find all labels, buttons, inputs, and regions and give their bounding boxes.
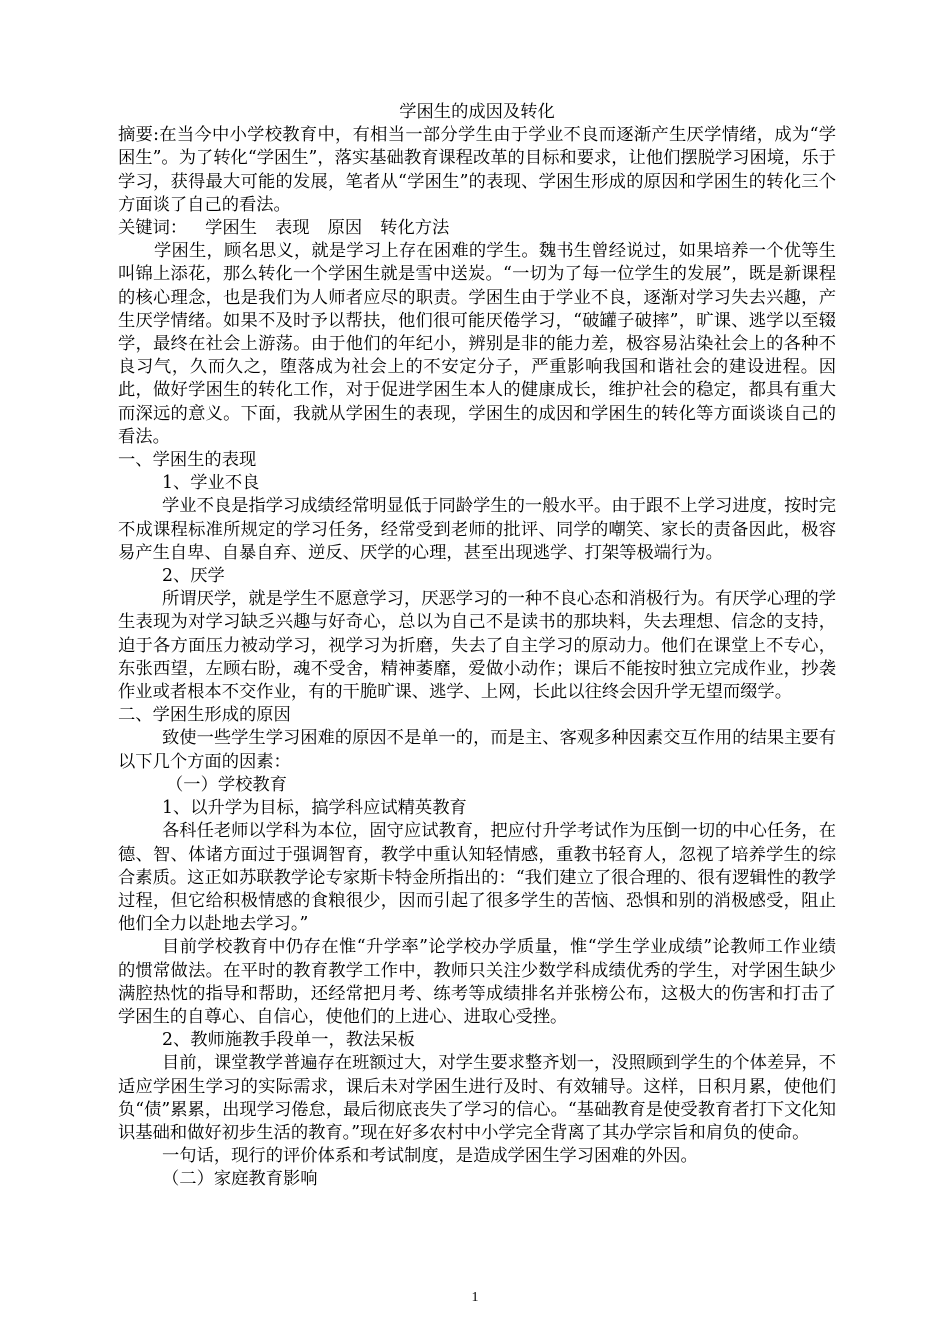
intro-paragraph: 学困生，顾名思义，就是学习上存在困难的学生。魏书生曾经说过，如果培养一个优等生叫锦上添花，那么转化一个学困生就是雪中送炭。“一切为了每一位学生的发展”，既是新课程的核心理念，也是我们为人师者应尽的职责。学困生由于学业不良，逐渐对学习失去兴趣，产生厌学情绪。如果不及时予以帮扶，他们很可能厌倦学习，“破罐子破摔”，旷课、逃学以至辍学，最终在社会上游荡。由于他们的年纪小，辨别是非的能力差，极容易沾染社会上的各种不良习气，久而久之，堕落成为社会上的不安定分子，严重影响我国和谐社会的建设进程。因此，做好学困生的转化工作，对于促进学困生本人的健康成长，维护社会的稳定，都具有重大而深远的意义。下面，我就从学困生的表现，学困生的成因和学困生的转化等方面谈谈自己的看法。 xyxy=(118,241,836,447)
part-heading: （一）学校教育 xyxy=(166,774,287,795)
summary-paragraph: 一句话，现行的评价体系和考试制度，是造成学困生学习困难的外因。 xyxy=(162,1146,698,1167)
page-number: 1 xyxy=(471,1290,479,1305)
body-paragraph: 所谓厌学，就是学生不愿意学习，厌恶学习的一种不良心态和消极行为。有厌学心理的学生表现为对学习缺乏兴趣与好奇心，总以为自己不是读书的那块料，失去理想、信念的支持，迫于各方面压力被动学习，视学习为折磨，失去了自主学习的原动力。他们在课堂上不专心，东张西望，左顾右盼，魂不受舍，精神萎靡，爱做小动作；课后不能按时独立完成作业，抄袭作业或者根本不交作业，有的干脆旷课、逃学、上网，长此以往终会因升学无望而缀学。 xyxy=(118,589,836,703)
keywords-label: 关键词： xyxy=(118,218,188,239)
document-title: 学困生的成因及转化 xyxy=(399,102,555,122)
body-paragraph: 目前，课堂教学普遍存在班额过大，对学生要求整齐划一，没照顾到学生的个体差异，不适应学困生学习的实际需求，课后未对学困生进行及时、有效辅导。这样，日积月累，使他们负“债”累累，出现学习倦怠，最后彻底丧失了学习的信心。“基础教育是使受教育者打下文化知识基础和做好初步生活的教育。”现在好多农村中小学完全背离了其办学宗旨和肩负的使命。 xyxy=(118,1053,836,1143)
keywords-line xyxy=(118,217,836,240)
subsection-heading: 2、教师施教手段单一，教法呆板 xyxy=(162,1030,415,1051)
keyword-item: 学困生 xyxy=(205,218,257,239)
body-paragraph: 各科任老师以学科为本位，固守应试教育，把应付升学考试作为压倒一切的中心任务，在德、智、体诸方面过于强调智育，教学中重认知轻情感，重教书轻育人，忽视了培养学生的综合素质。这正如苏联教学论专家斯卡特金所指出的：“我们建立了很合理的、很有逻辑性的教学过程，但它给积极情感的食粮很少，因而引起了很多学生的苦恼、恐惧和别的消极感受，阻止他们全力以赴地去学习。” xyxy=(118,821,836,935)
subsection-heading: 1、以升学为目标，搞学科应试精英教育 xyxy=(162,798,467,819)
subsection-heading: 2、厌学 xyxy=(162,566,225,587)
abstract-paragraph: 摘要:在当今中小学校教育中，有相当一部分学生由于学业不良而逐渐产生厌学情绪，成为“学困生”。为了转化“学困生”，落实基础教育课程改革的目标和要求，让他们摆脱学习困境，乐于学习，获得最大可能的发展，笔者从“学困生”的表现、学困生形成的原因和学困生的转化三个方面谈了自己的看法。 xyxy=(118,125,836,215)
keyword-item: 表现 xyxy=(275,218,310,239)
section-heading: 二、学困生形成的原因 xyxy=(118,705,291,726)
keyword-item: 原因 xyxy=(327,218,363,239)
keyword-item: 转化方法 xyxy=(380,218,450,239)
section-heading: 一、学困生的表现 xyxy=(118,450,257,471)
body-paragraph: 目前学校教育中仍存在惟“升学率”论学校办学质量，惟“学生学业成绩”论教师工作业绩的惯常做法。在平时的教育教学工作中，教师只关注少数学科成绩优秀的学生，对学困生缺少满腔热忱的指导和帮助，还经常把月考、练考等成绩排名并张榜公布，这极大的伤害和打击了学困生的自尊心、自信心，使他们的上进心、进取心受挫。 xyxy=(118,937,836,1027)
body-paragraph: 致使一些学生学习困难的原因不是单一的，而是主、客观多种因素交互作用的结果主要有以下几个方面的因素： xyxy=(118,728,836,772)
body-paragraph: 学业不良是指学习成绩经常明显低于同龄学生的一般水平。由于跟不上学习进度，按时完不成课程标准所规定的学习任务，经常受到老师的批评、同学的嘲笑、家长的责备因此，极容易产生自卑、自暴自弃、逆反、厌学的心理，甚至出现逃学、打架等极端行为。 xyxy=(118,496,836,563)
document-page xyxy=(118,101,836,1192)
subsection-heading: 1、学业不良 xyxy=(162,473,260,494)
part-heading: （二）家庭教育影响 xyxy=(162,1169,318,1190)
